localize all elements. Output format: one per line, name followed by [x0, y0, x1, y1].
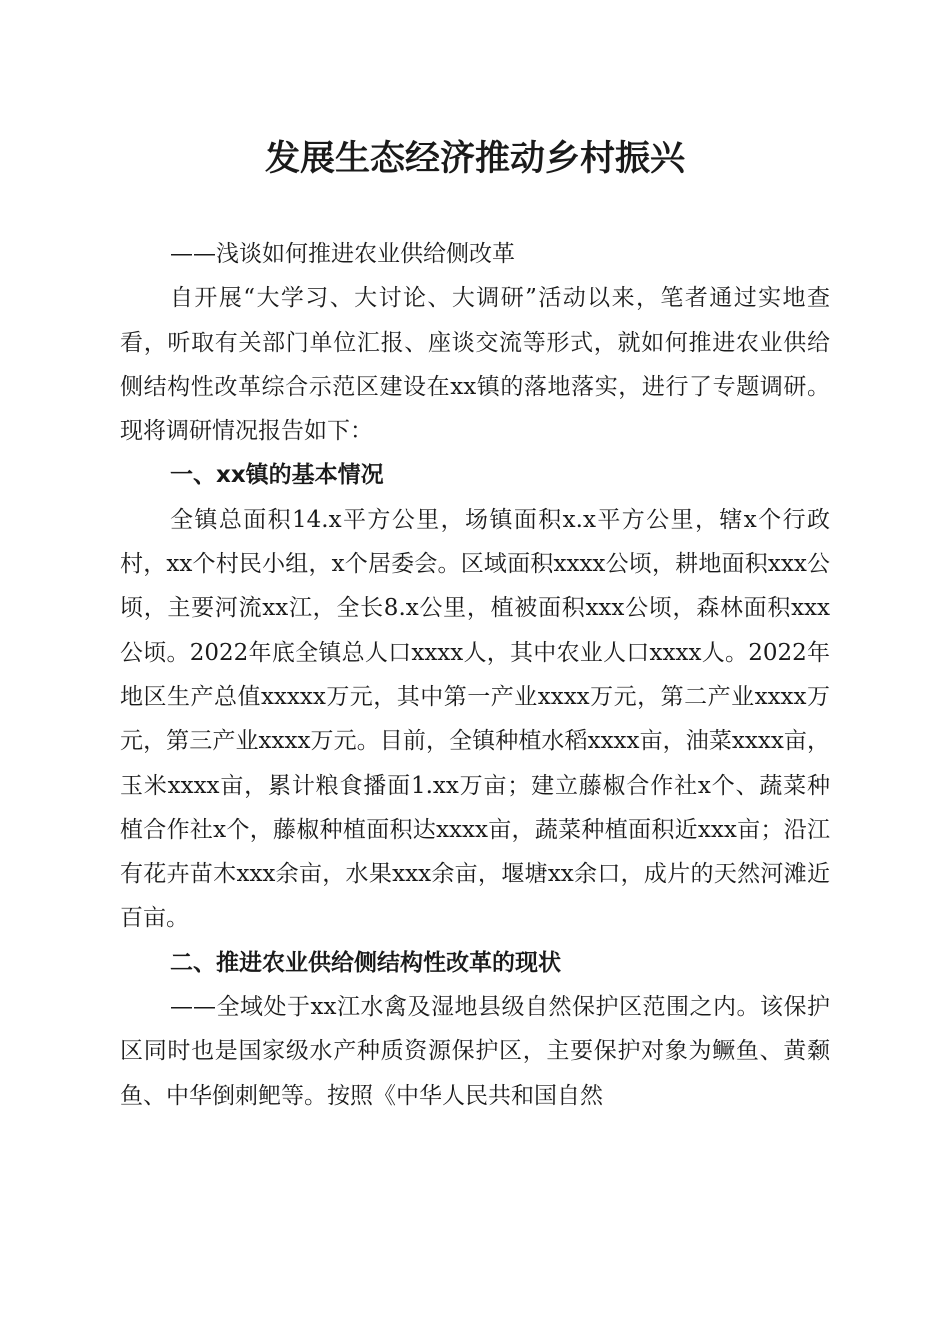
current-status-paragraph: ——全域处于xx江水禽及湿地县级自然保护区范围之内。该保护区同时也是国家级水产种质资源保护区，主要保护对象为鳜鱼、黄颡鱼、中华倒刺鲃等。按照《中华人民共和国自然 [120, 994, 830, 1109]
section-heading-2: 二、推进农业供给侧结构性改革的现状 [170, 949, 561, 976]
basic-situation-paragraph: 全镇总面积14.x平方公里，场镇面积x.x平方公里，辖x个行政村，xx个村民小组，x个居委会。区域面积xxxx公顷，耕地面积xxx公顷，主要河流xx江，全长8.x公里，植被面积xxx公顷，森林面积xxx公顷。2022年底全镇总人口xxxx人，其中农业人口xxxx人。2022年地区生产总值xxxxx万元，其中第一产业xxxx万元，第二产业xxxx万元，第三产业xxxx万元。目前，全镇种植水稻xxxx亩，油菜xxxx亩，玉米xxxx亩，累计粮食播面1.xx万亩；建立藤椒合作社x个、蔬菜种植合作社x个，藤椒种植面积达xxxx亩，蔬菜种植面积近xxx亩；沿江有花卉苗木xxx余亩，水果xxx余亩，堰塘xx余口，成片的天然河滩近百亩。 [120, 506, 830, 932]
document-subtitle: ——浅谈如何推进农业供给侧改革 [170, 241, 515, 267]
document-body [120, 232, 830, 1118]
document-title: 发展生态经济推动乡村振兴 [264, 139, 685, 179]
section-heading-1: 一、xx镇的基本情况 [170, 462, 384, 489]
intro-paragraph: 自开展“大学习、大讨论、大调研”活动以来，笔者通过实地查看，听取有关部门单位汇报、座谈交流等形式，就如何推进农业供给侧结构性改革综合示范区建设在xx镇的落地落实，进行了专题调研。现将调研情况报告如下： [120, 285, 830, 445]
